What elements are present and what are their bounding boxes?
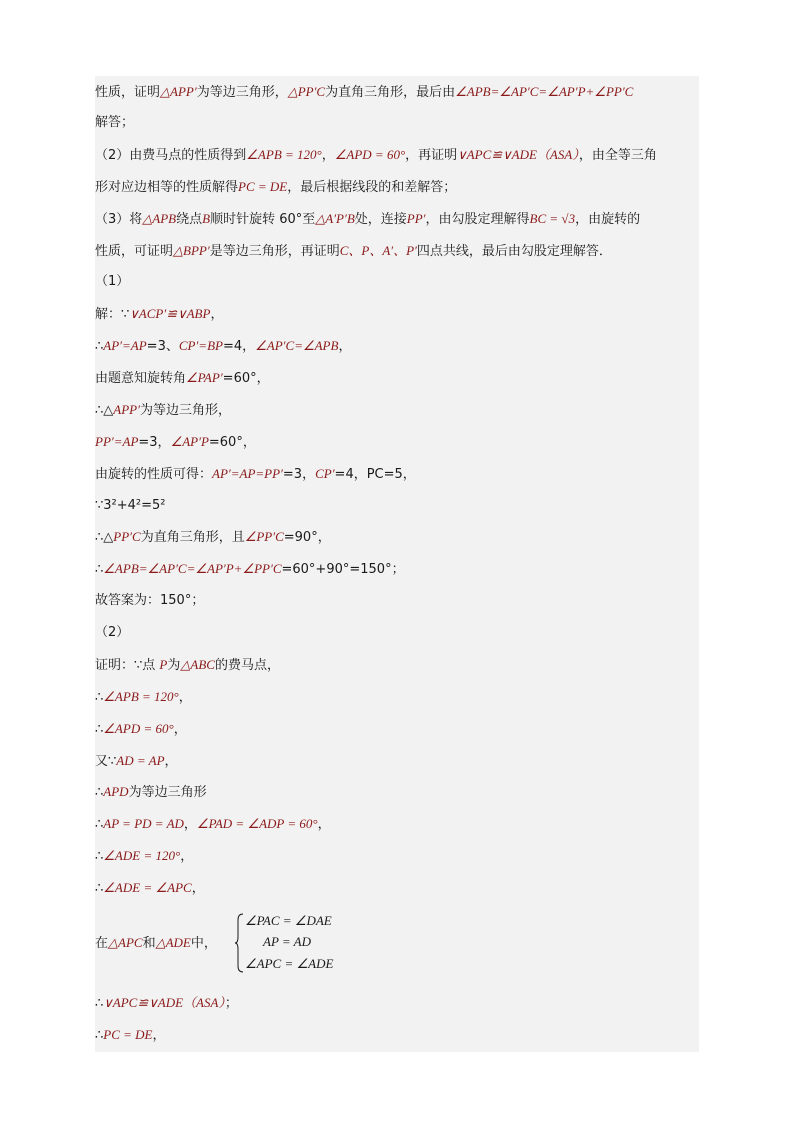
text-fragment: 由题意知旋转角: [95, 371, 187, 386]
text-fragment: ，由旋转的: [575, 212, 641, 227]
text-fragment: ，最后根据线段的和差解答；: [287, 180, 457, 195]
text-fragment: 为等边三角形，: [139, 403, 231, 418]
text-fragment: ∴: [95, 722, 104, 737]
text-line: [95, 752, 699, 771]
text-fragment: 四点共线，最后由勾股定理解答．: [416, 244, 612, 259]
text-fragment: ，: [338, 339, 352, 354]
text-fragment: 处，连接: [354, 212, 407, 227]
text-line: [95, 592, 699, 610]
text-line: [95, 815, 699, 834]
math-expression: △ADE: [155, 935, 191, 950]
math-expression: ∨ACP′≌∨ABP: [129, 306, 211, 321]
math-expression: △APB: [142, 211, 177, 226]
math-expression: ∠APD = 60°: [103, 721, 174, 736]
text-fragment: （3）将: [95, 212, 143, 227]
text-fragment: 和: [142, 936, 156, 951]
math-expression: PC = DE: [103, 1027, 153, 1042]
text-fragment: （1）: [95, 274, 130, 289]
text-line: [95, 114, 699, 132]
math-expression: ∠PAD = ∠ADP = 60°: [196, 816, 318, 831]
text-line: [95, 369, 699, 388]
text-fragment: 顺时针旋转 60°至: [210, 212, 316, 227]
text-line: [95, 273, 699, 291]
text-fragment: 又∵: [95, 754, 117, 769]
text-fragment: 为: [167, 658, 181, 673]
math-expression: △BPP′: [173, 243, 210, 258]
math-expression: ∠APD = 60°: [334, 147, 406, 162]
text-fragment: ∴△: [95, 530, 114, 545]
math-expression: ∠APB=∠AP′C=∠AP′P+∠PP′C: [103, 561, 282, 576]
text-line: [95, 624, 699, 642]
text-line: [95, 83, 699, 102]
text-fragment: ∴: [95, 817, 104, 832]
text-fragment: 是等边三角形，再证明: [209, 244, 340, 259]
math-expression: △ABC: [180, 657, 215, 672]
math-expression: B: [202, 211, 211, 226]
text-fragment: ，: [210, 307, 224, 322]
text-line: [95, 337, 699, 356]
text-line: [95, 783, 699, 802]
text-fragment: ∴: [95, 849, 104, 864]
math-expression: BC = √3: [529, 211, 576, 226]
text-line: [95, 465, 699, 484]
text-fragment: 形对应边相等的性质解得: [95, 180, 239, 195]
math-expression: ∨APC≌∨ADE（ASA）: [457, 147, 579, 162]
text-fragment: 性质，可证明: [95, 244, 174, 259]
math-expression: PP′: [406, 211, 426, 226]
math-expression: PC = DE: [238, 179, 288, 194]
text-fragment: ，: [183, 817, 197, 832]
text-fragment: （2）由费马点的性质得到: [95, 148, 247, 163]
text-line: [95, 528, 699, 547]
text-fragment: ∵3²+4²=5²: [95, 498, 166, 513]
math-expression: CP′: [315, 466, 335, 481]
text-fragment: ∴: [95, 1028, 104, 1043]
math-expression: P: [159, 657, 168, 672]
math-expression: AP′=AP=PP′: [212, 466, 283, 481]
text-fragment: ，: [152, 1028, 166, 1043]
text-fragment: ，: [178, 690, 192, 705]
math-expression: ∠PP′C: [244, 529, 284, 544]
text-fragment: 为等边三角形，: [196, 85, 288, 100]
system-row: AP = AD: [263, 934, 312, 949]
text-line: [95, 146, 699, 165]
text-line: [95, 994, 699, 1013]
text-line: [95, 433, 699, 452]
math-expression: ∠AP′P: [170, 434, 209, 449]
math-expression: △PP′C: [287, 84, 326, 99]
text-fragment: =4，: [222, 339, 256, 354]
math-expression: ∠ADE = ∠APC: [103, 880, 192, 895]
math-expression: APD: [103, 784, 129, 799]
text-fragment: ∴: [95, 562, 104, 577]
text-fragment: ，: [164, 754, 178, 769]
text-fragment: =3，: [282, 467, 316, 482]
text-line: [95, 560, 699, 579]
text-fragment: ∴: [95, 785, 104, 800]
math-expression: APP′: [113, 402, 140, 417]
text-fragment: =90°，: [283, 530, 331, 545]
text-fragment: ∴△: [95, 403, 114, 418]
text-fragment: 为等边三角形: [128, 785, 207, 800]
text-fragment: 为直角三角形，且: [140, 530, 245, 545]
text-line: [95, 178, 699, 197]
text-line: [95, 720, 699, 739]
math-expression: ∠AP′C=∠APB: [255, 338, 339, 353]
text-fragment: ∴: [95, 690, 104, 705]
text-fragment: =3、: [146, 339, 179, 354]
math-expression: △APC: [108, 935, 143, 950]
text-fragment: 中，: [190, 936, 217, 951]
text-fragment: ∴: [95, 881, 104, 896]
text-fragment: ，: [317, 817, 331, 832]
math-expression: PP′=AP: [95, 434, 139, 449]
text-line: [95, 688, 699, 707]
text-line: [95, 242, 699, 261]
math-expression: ∠ADE = 120°: [103, 848, 181, 863]
text-fragment: =60°+90°=150°；: [281, 562, 405, 577]
text-fragment: ，再证明: [405, 148, 458, 163]
math-expression: △A′P′B: [315, 211, 355, 226]
math-expression: ∠APB = 120°: [103, 689, 179, 704]
text-line: [95, 305, 699, 324]
text-fragment: 的费马点，: [214, 658, 280, 673]
math-expression: C、P、A′、P′: [339, 243, 417, 258]
math-expression: ∠APB = 120°: [246, 147, 322, 162]
text-fragment: 证明：∵点: [95, 658, 160, 673]
text-fragment: =3，: [138, 435, 171, 450]
math-expression: △APP′: [160, 84, 197, 99]
text-fragment: 为直角三角形，最后由: [325, 85, 456, 100]
text-fragment: 由旋转的性质可得：: [95, 467, 213, 482]
text-fragment: 性质，证明: [95, 85, 161, 100]
system-row: ∠PAC = ∠DAE: [245, 913, 332, 928]
text-fragment: 解答；: [95, 115, 135, 130]
text-fragment: ，由全等三角: [578, 148, 657, 163]
text-fragment: =4，PC=5，: [334, 467, 416, 482]
text-fragment: ∴: [95, 339, 104, 354]
math-expression: AD = AP: [116, 753, 165, 768]
text-fragment: ；: [224, 996, 238, 1011]
system-lead: [95, 934, 217, 953]
text-fragment: =60°，: [208, 435, 256, 450]
text-fragment: ，: [173, 722, 187, 737]
text-fragment: 在: [95, 936, 109, 951]
text-fragment: 绕点: [176, 212, 203, 227]
math-expression: PP′C: [113, 529, 141, 544]
text-fragment: ∴: [95, 996, 104, 1011]
text-line: [95, 879, 699, 898]
equation-system: [95, 912, 699, 974]
left-brace-icon: [235, 912, 245, 974]
text-line: [95, 401, 699, 420]
text-fragment: =60°，: [222, 371, 270, 386]
math-expression: CP′=BP: [178, 338, 223, 353]
text-fragment: （2）: [95, 625, 130, 640]
text-line: [95, 847, 699, 866]
text-line: [95, 497, 699, 515]
math-expression: AP′=AP: [103, 338, 147, 353]
text-fragment: ，: [180, 849, 194, 864]
solution-panel: [95, 76, 699, 1052]
text-line: [95, 210, 699, 229]
text-fragment: ，: [191, 881, 205, 896]
text-fragment: 解：∵: [95, 307, 130, 322]
math-expression: ∨APC≌∨ADE（ASA）: [103, 995, 225, 1010]
text-line: [95, 656, 699, 675]
text-line: [95, 1026, 699, 1045]
system-row: ∠APC = ∠ADE: [245, 956, 334, 971]
math-expression: ∠APB=∠AP′C=∠AP′P+∠PP′C: [455, 84, 634, 99]
text-fragment: ，: [321, 148, 335, 163]
text-fragment: ，由勾股定理解得: [425, 212, 530, 227]
math-expression: AP = PD = AD: [103, 816, 184, 831]
math-expression: ∠PAP′: [186, 370, 223, 385]
text-fragment: 故答案为：150°；: [95, 593, 205, 608]
